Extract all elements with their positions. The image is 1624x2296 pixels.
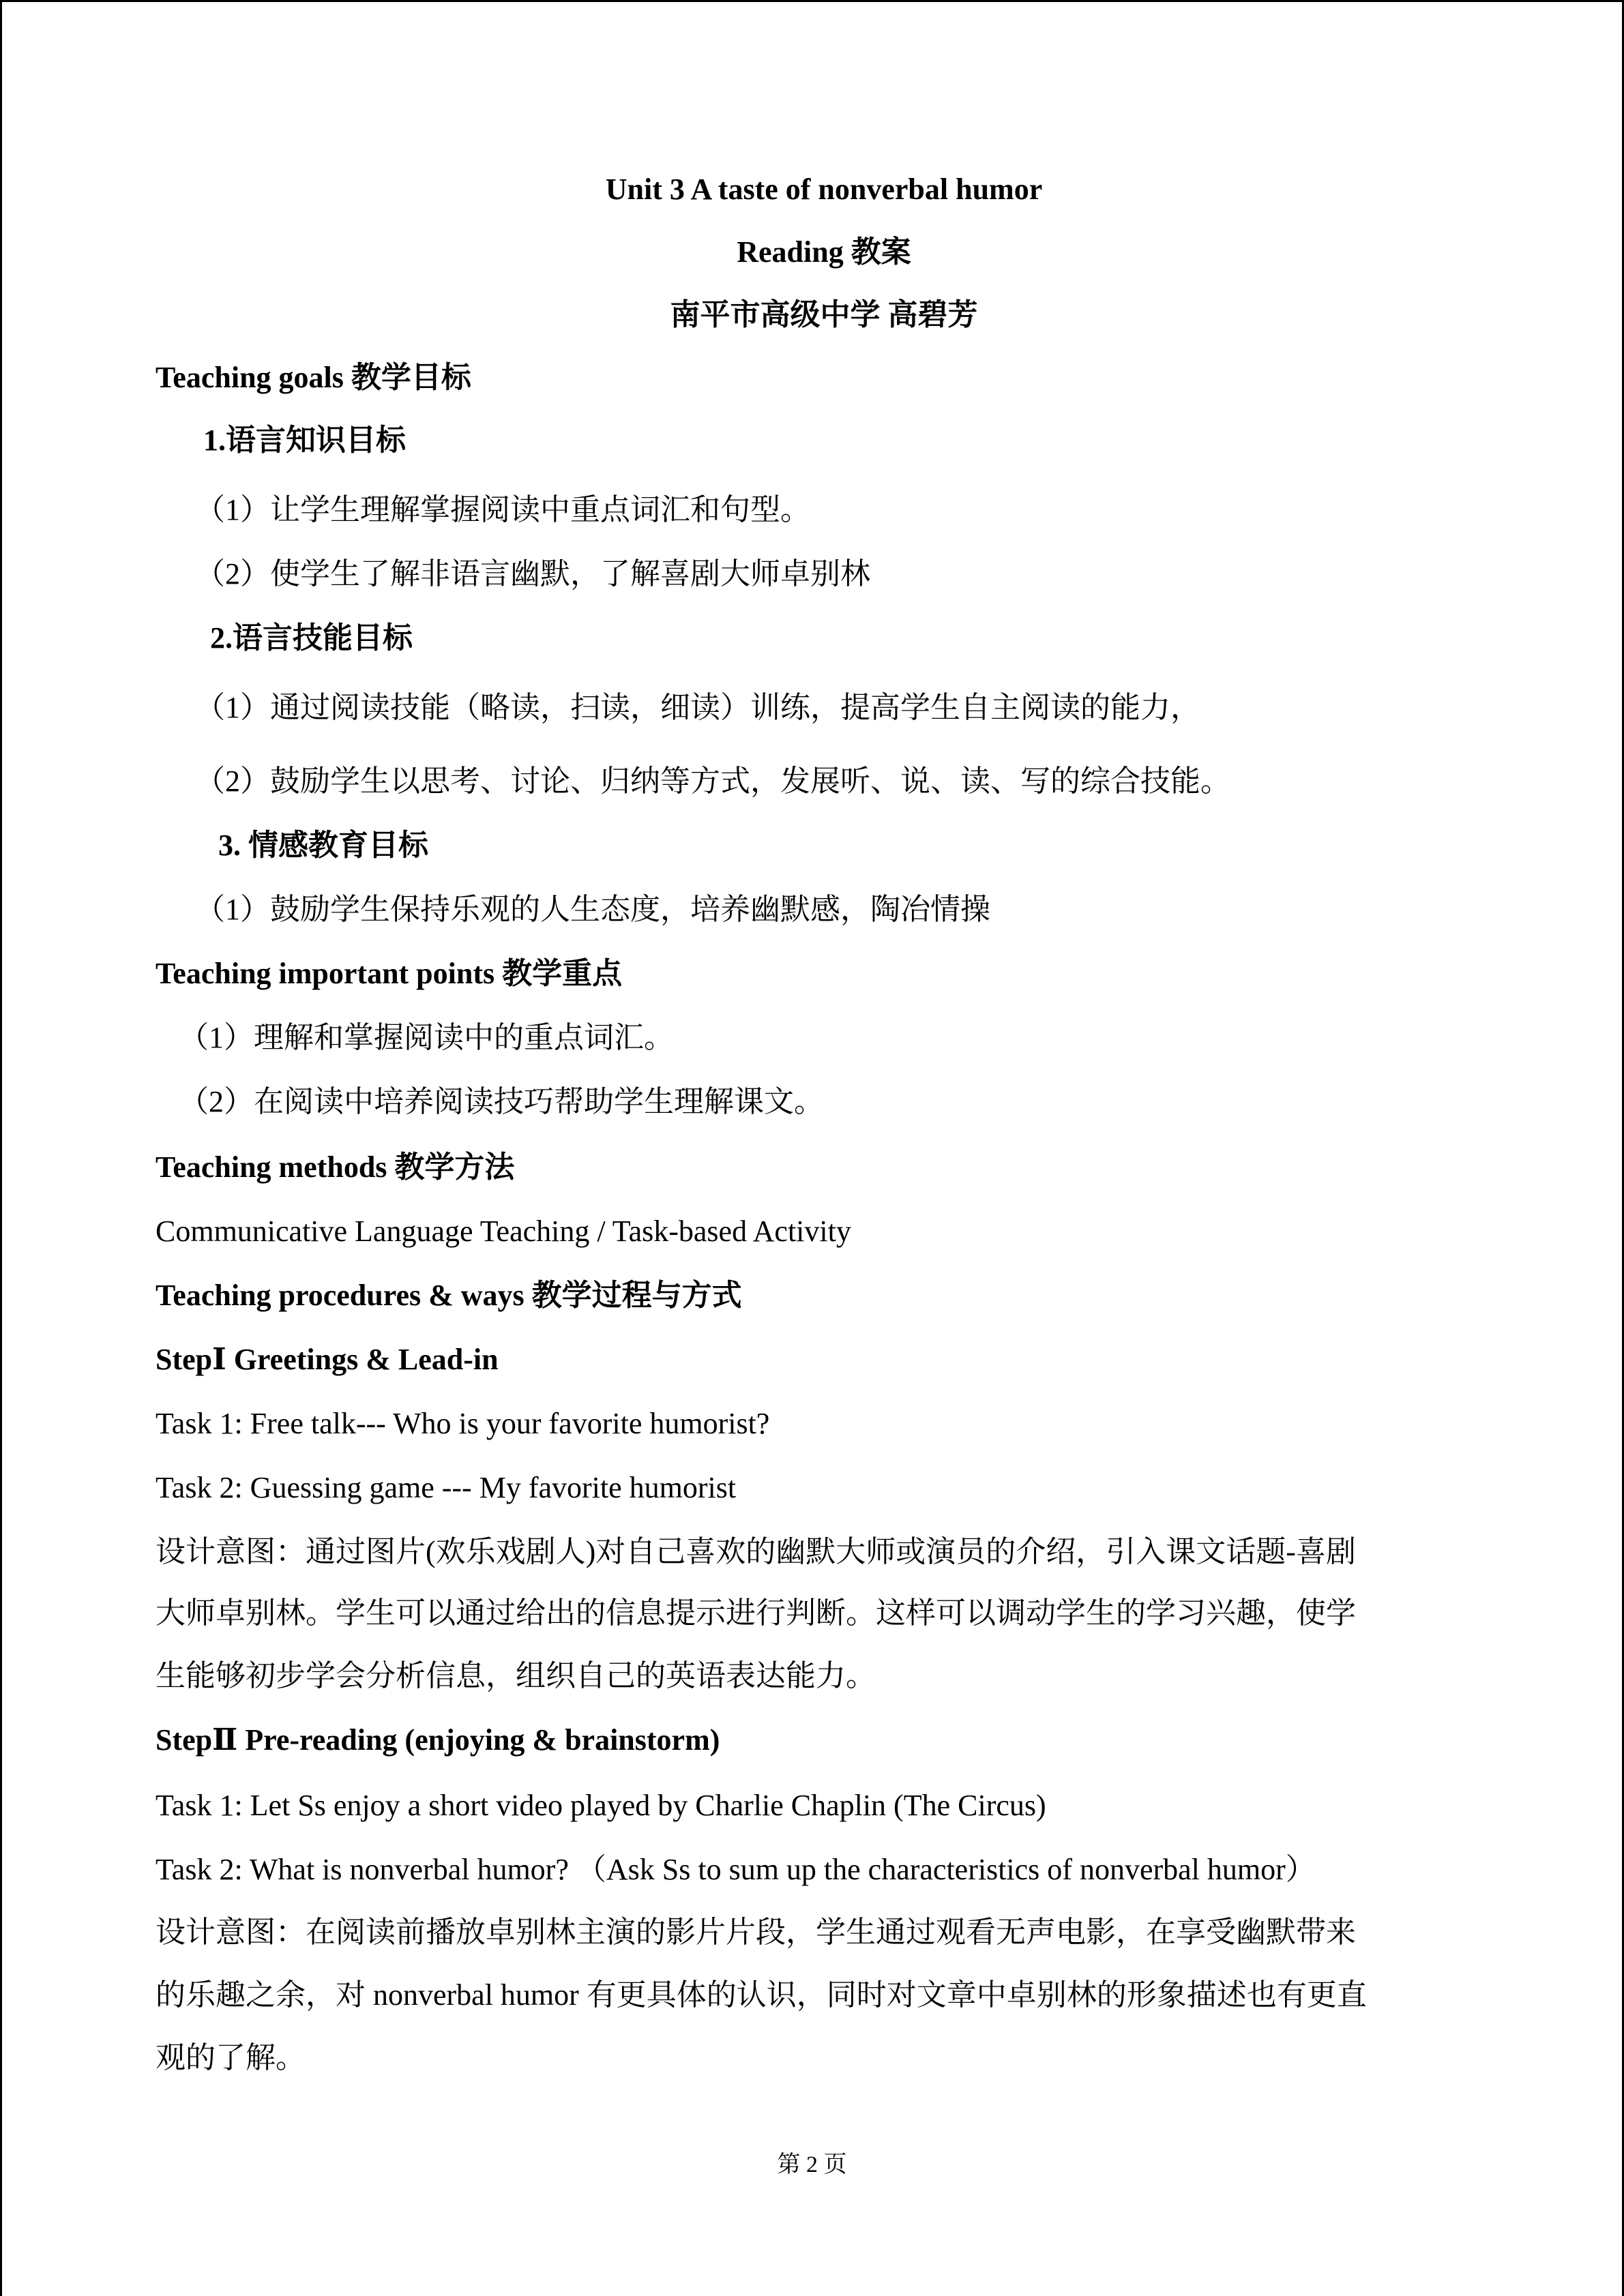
step-2-heading: StepⅡ Pre-reading (enjoying & brainstorm) — [156, 1723, 720, 1757]
skill-goal-item: （2）鼓励学生以思考、讨论、归纳等方式，发展听、说、读、写的综合技能。 — [195, 764, 1230, 798]
knowledge-goal-item: （1）让学生理解掌握阅读中重点词汇和句型。 — [195, 493, 810, 526]
step-1-heading: StepⅠ Greetings & Lead-in — [156, 1343, 499, 1376]
page-number: 第 2 页 — [777, 2152, 847, 2177]
step-1-task: Task 1: Free talk--- Who is your favorite humorist? — [156, 1407, 770, 1440]
document-subtitle: Reading 教案 — [737, 235, 911, 269]
emotion-goal-heading: 3. 情感教育目标 — [218, 829, 428, 862]
page-border-left — [0, 0, 2, 2296]
skill-goal-heading: 2.语言技能目标 — [210, 621, 413, 655]
step-2-intent-line: 的乐趣之余，对 nonverbal humor 有更具体的认识，同时对文章中卓别林的形象描述也有更直 — [156, 1978, 1367, 2012]
step-2-task: Task 2: What is nonverbal humor? （Ask Ss to sum up the characteristics of nonverbal humor） — [156, 1853, 1316, 1886]
teaching-goals-heading: Teaching goals 教学目标 — [156, 361, 471, 394]
step-1-intent-line: 设计意图：通过图片(欢乐戏剧人)对自己喜欢的幽默大师或演员的介绍，引入课文话题-喜剧 — [156, 1535, 1356, 1568]
knowledge-goal-heading: 1.语言知识目标 — [203, 423, 406, 457]
document-title: Unit 3 A taste of nonverbal humor — [605, 173, 1043, 206]
page-border-top — [0, 0, 1624, 2]
emotion-goal-item: （1）鼓励学生保持乐观的人生态度，培养幽默感，陶冶情操 — [195, 893, 990, 926]
step-2-task: Task 1: Let Ss enjoy a short video played by Charlie Chaplin (The Circus) — [156, 1789, 1046, 1822]
step-1-task: Task 2: Guessing game --- My favorite humorist — [156, 1471, 737, 1504]
teaching-methods-heading: Teaching methods 教学方法 — [156, 1150, 515, 1184]
document-author: 南平市高级中学 高碧芳 — [670, 298, 978, 331]
step-1-intent-line: 生能够初步学会分析信息，组织自己的英语表达能力。 — [156, 1659, 876, 1693]
teaching-methods-text: Communicative Language Teaching / Task-based Activity — [156, 1214, 851, 1248]
step-2-intent-line: 设计意图：在阅读前播放卓别林主演的影片片段，学生通过观看无声电影，在享受幽默带来 — [156, 1915, 1356, 1949]
step-2-intent-line: 观的了解。 — [156, 2041, 306, 2074]
step-1-intent-line: 大师卓别林。学生可以通过给出的信息提示进行判断。这样可以调动学生的学习兴趣，使学 — [156, 1596, 1356, 1630]
important-point-item: （2）在阅读中培养阅读技巧帮助学生理解课文。 — [179, 1085, 824, 1118]
procedures-heading: Teaching procedures & ways 教学过程与方式 — [156, 1279, 742, 1312]
skill-goal-item: （1）通过阅读技能（略读，扫读，细读）训练，提高学生自主阅读的能力， — [195, 691, 1200, 724]
knowledge-goal-item: （2）使学生了解非语言幽默，了解喜剧大师卓别林 — [195, 557, 870, 591]
important-point-item: （1）理解和掌握阅读中的重点词汇。 — [179, 1021, 674, 1054]
important-points-heading: Teaching important points 教学重点 — [156, 957, 623, 990]
